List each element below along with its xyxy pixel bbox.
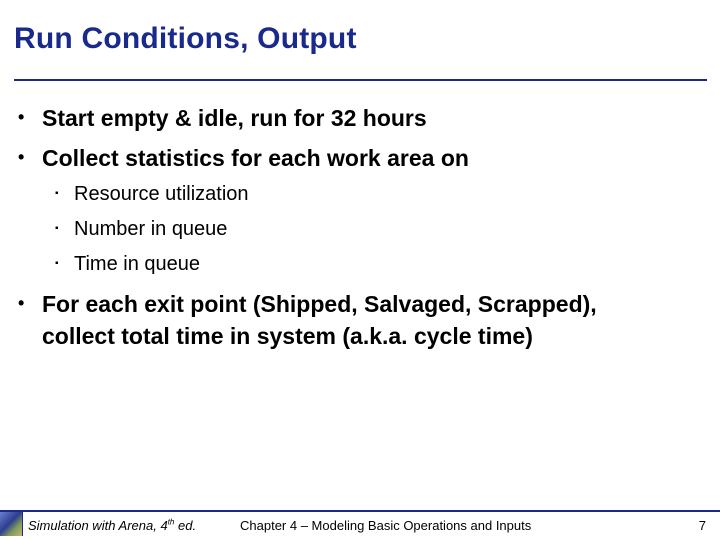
sub-bullet-marker: ▪ [55, 223, 59, 234]
bullet-text: Collect statistics for each work area on [42, 145, 469, 171]
footer-divider [0, 510, 720, 512]
sub-bullet-marker: ▪ [55, 258, 59, 269]
sub-bullet-item [55, 216, 228, 242]
slide-title: Run Conditions, Output [14, 22, 357, 55]
footer-book-title [28, 518, 196, 533]
bullet-item [18, 102, 682, 134]
bullet-marker: • [18, 107, 25, 127]
page-number: 7 [698, 518, 706, 533]
sub-bullet-item [55, 251, 200, 277]
sub-bullet-text: Time in queue [74, 253, 200, 275]
book-title-suffix: ed. [174, 518, 197, 533]
bullet-text: Start empty & idle, run for 32 hours [42, 105, 427, 131]
sub-bullet-text: Resource utilization [74, 183, 249, 205]
book-title-superscript: th [167, 517, 175, 527]
bullet-marker: • [18, 147, 25, 167]
sub-bullet-item [55, 181, 249, 207]
book-logo-icon [0, 512, 23, 536]
sub-bullet-text: Number in queue [74, 218, 228, 240]
bullet-item [18, 142, 682, 174]
sub-bullet-marker: ▪ [55, 188, 59, 199]
bullet-item [18, 288, 642, 352]
footer-chapter: Chapter 4 – Modeling Basic Operations and Inputs [240, 518, 532, 533]
bullet-marker: • [18, 293, 25, 313]
bullet-text: For each exit point (Shipped, Salvaged, Scrapped), collect total time in system (a.k.a. cycle time) [42, 291, 597, 349]
book-title-prefix: Simulation with Arena, 4 [28, 518, 168, 533]
